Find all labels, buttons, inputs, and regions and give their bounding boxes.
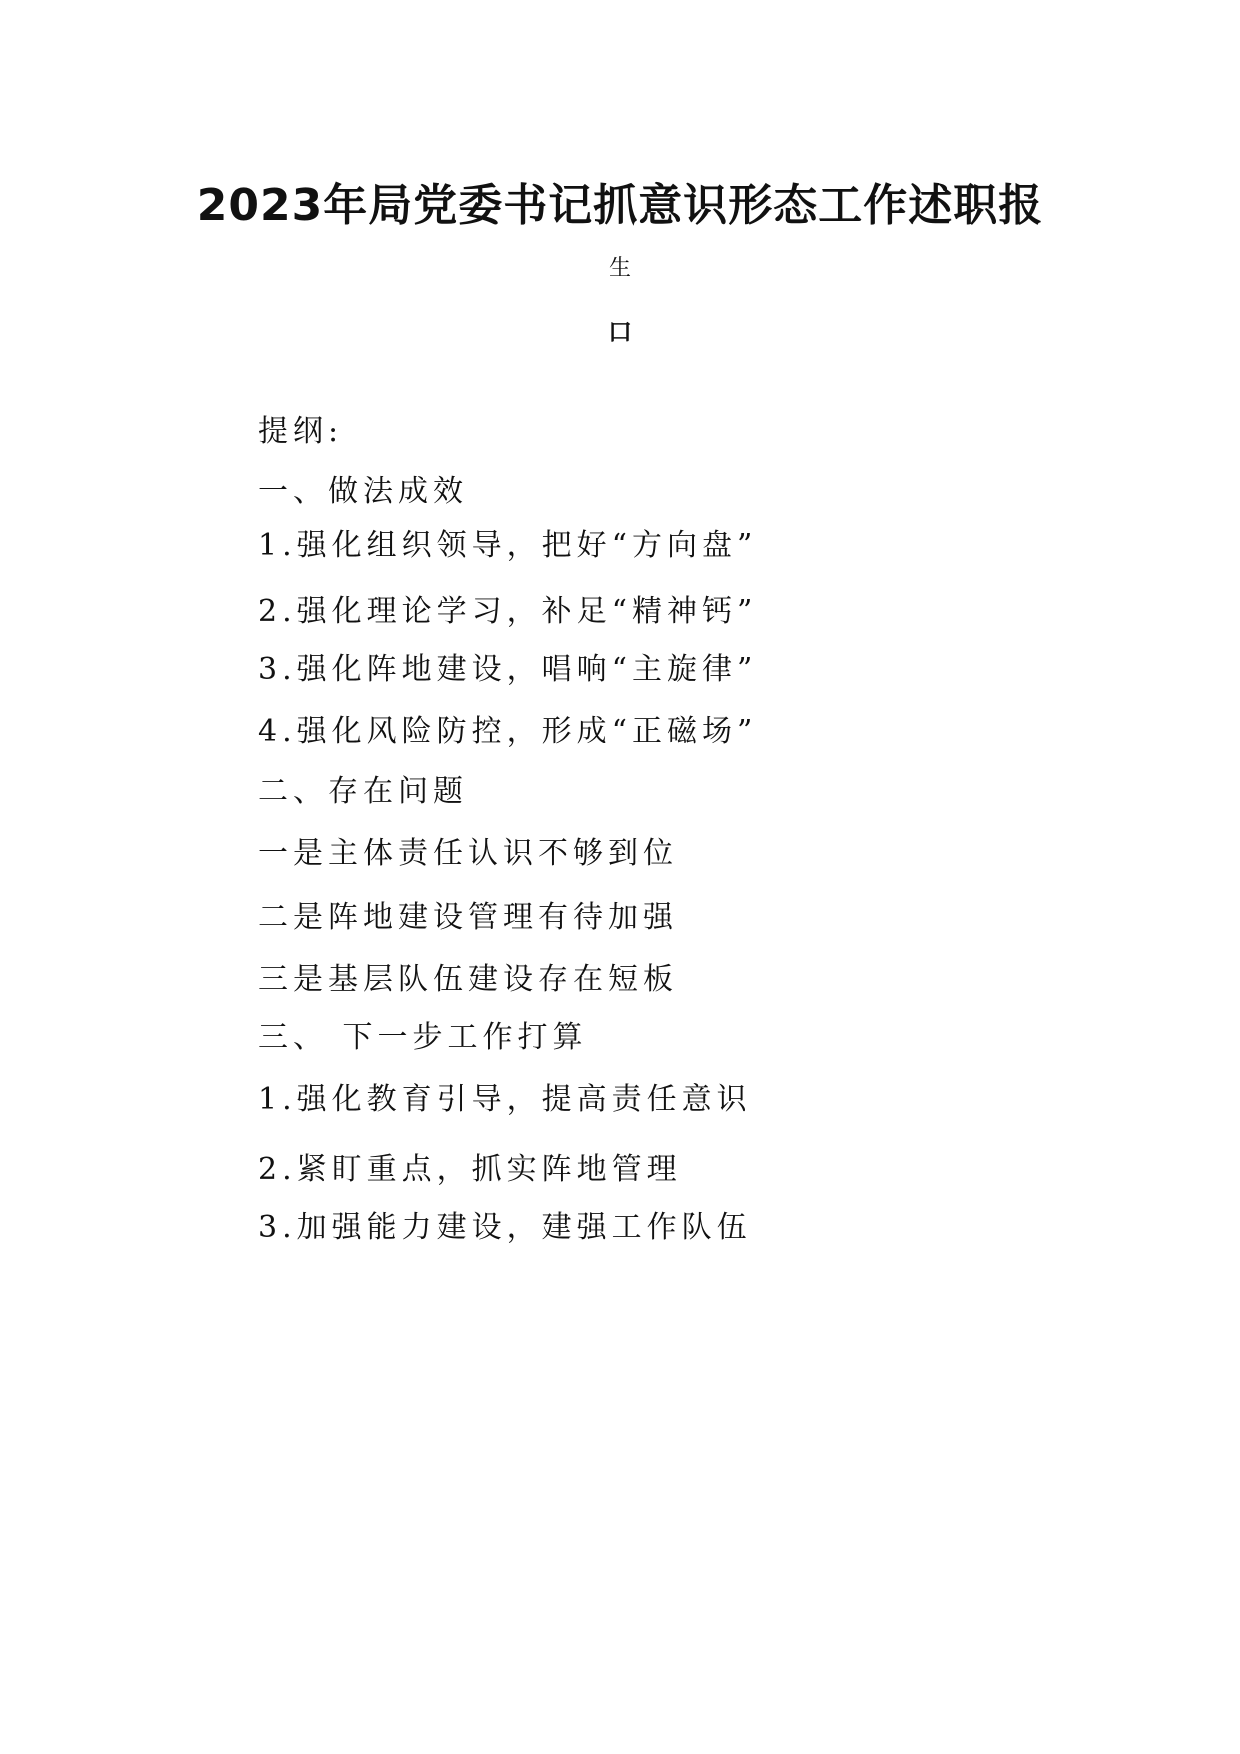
list-item: 一是主体责任认识不够到位: [258, 836, 678, 871]
list-item: 2.强化理论学习，补足“精神钙”: [258, 594, 758, 629]
document-title-mark: 口: [608, 318, 632, 346]
list-item: 4.强化风险防控，形成“正磁场”: [258, 714, 758, 749]
section-heading-problems: 二、存在问题: [258, 774, 468, 809]
list-item: 三是基层队伍建设存在短板: [258, 962, 678, 997]
section-heading-next-steps: 三、 下一步工作打算: [258, 1020, 588, 1055]
list-item: 1.强化教育引导，提高责任意识: [258, 1082, 752, 1117]
document-title-continuation: 生: [608, 256, 631, 281]
list-item: 二是阵地建设管理有待加强: [258, 900, 678, 935]
outline-heading: 提纲:: [258, 414, 344, 449]
list-item: 3.加强能力建设，建强工作队伍: [258, 1210, 752, 1245]
document-title: 2023年局党委书记抓意识形态工作述职报: [196, 180, 1044, 231]
list-item: 1.强化组织领导，把好“方向盘”: [258, 528, 758, 563]
list-item: 2.紧盯重点，抓实阵地管理: [258, 1152, 682, 1187]
list-item: 3.强化阵地建设，唱响“主旋律”: [258, 652, 758, 687]
section-heading-practices: 一、做法成效: [258, 474, 468, 509]
